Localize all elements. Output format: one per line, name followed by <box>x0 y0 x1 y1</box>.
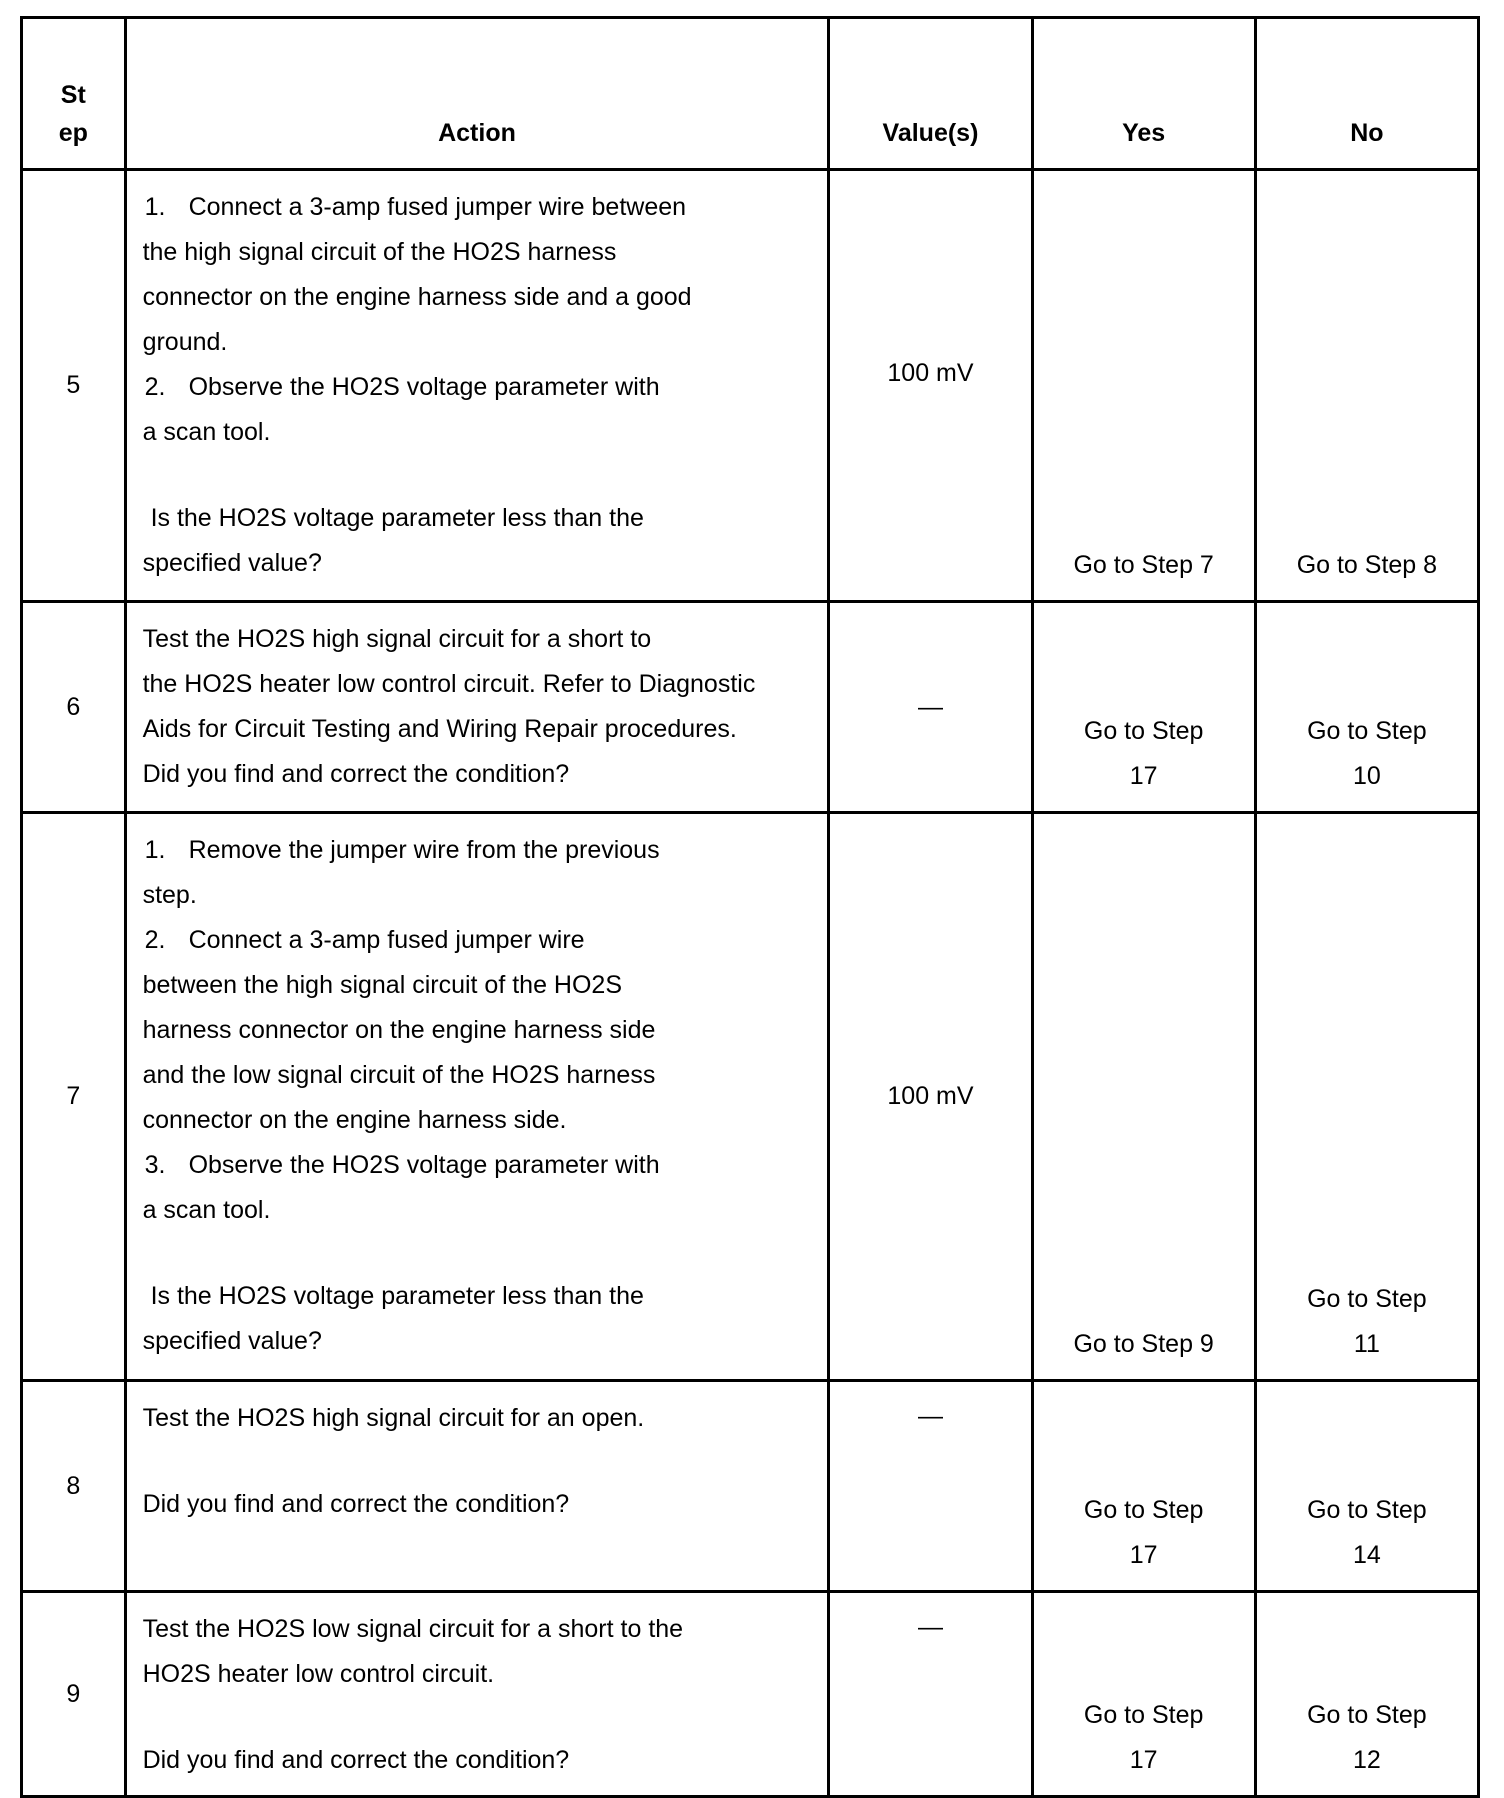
table-row-step-8 <box>22 1381 1479 1592</box>
no-cell: Go to Step 12 <box>1255 1592 1478 1797</box>
yes-cell: Go to Step 7 <box>1032 170 1255 602</box>
header-step: St ep <box>22 18 126 170</box>
yes-cell: Go to Step 17 <box>1032 1592 1255 1797</box>
header-yes: Yes <box>1032 18 1255 170</box>
yes-cell: Go to Step 17 <box>1032 602 1255 813</box>
step-number: 7 <box>22 813 126 1381</box>
value-cell: — <box>829 1381 1032 1592</box>
value-cell: — <box>829 1592 1032 1797</box>
no-cell: Go to Step 10 <box>1255 602 1478 813</box>
table-row-step-9 <box>22 1592 1479 1797</box>
yes-cell: Go to Step 9 <box>1032 813 1255 1381</box>
header-action: Action <box>125 18 829 170</box>
step-number: 8 <box>22 1381 126 1592</box>
action-cell: 1. Connect a 3-amp fused jumper wire between the high signal circuit of the HO2S harness connector on the engine harness side and a good ground. 2. Observe the HO2S voltage parameter with a scan tool. Is the HO2S voltage parameter less than the specified value? <box>125 170 829 602</box>
no-cell: Go to Step 11 <box>1255 813 1478 1381</box>
yes-cell: Go to Step 17 <box>1032 1381 1255 1592</box>
table-row-step-6 <box>22 602 1479 813</box>
diagnostic-table <box>20 16 1480 1798</box>
no-cell: Go to Step 14 <box>1255 1381 1478 1592</box>
action-cell: Test the HO2S high signal circuit for an open. Did you find and correct the condition? <box>125 1381 829 1592</box>
value-cell: 100 mV <box>829 170 1032 602</box>
header-row <box>22 18 1479 170</box>
step-number: 5 <box>22 170 126 602</box>
no-cell: Go to Step 8 <box>1255 170 1478 602</box>
header-no: No <box>1255 18 1478 170</box>
value-cell: — <box>829 602 1032 813</box>
action-cell: Test the HO2S low signal circuit for a short to the HO2S heater low control circuit. Did you find and correct the condition? <box>125 1592 829 1797</box>
table-row-step-5 <box>22 170 1479 602</box>
header-values: Value(s) <box>829 18 1032 170</box>
action-cell: 1. Remove the jumper wire from the previous step. 2. Connect a 3-amp fused jumper wire between the high signal circuit of the HO2S harness connector on the engine harness side and the low signal circuit of the HO2S harness connector on the engine harness side. 3. Observe the HO2S voltage parameter with a scan tool. Is the HO2S voltage parameter less than the specified value? <box>125 813 829 1381</box>
action-cell: Test the HO2S high signal circuit for a short to the HO2S heater low control circuit. Refer to Diagnostic Aids for Circuit Testing and Wiring Repair procedures. Did you find and correct the condition? <box>125 602 829 813</box>
step-number: 6 <box>22 602 126 813</box>
step-number: 9 <box>22 1592 126 1797</box>
table-row-step-7 <box>22 813 1479 1381</box>
value-cell: 100 mV <box>829 813 1032 1381</box>
